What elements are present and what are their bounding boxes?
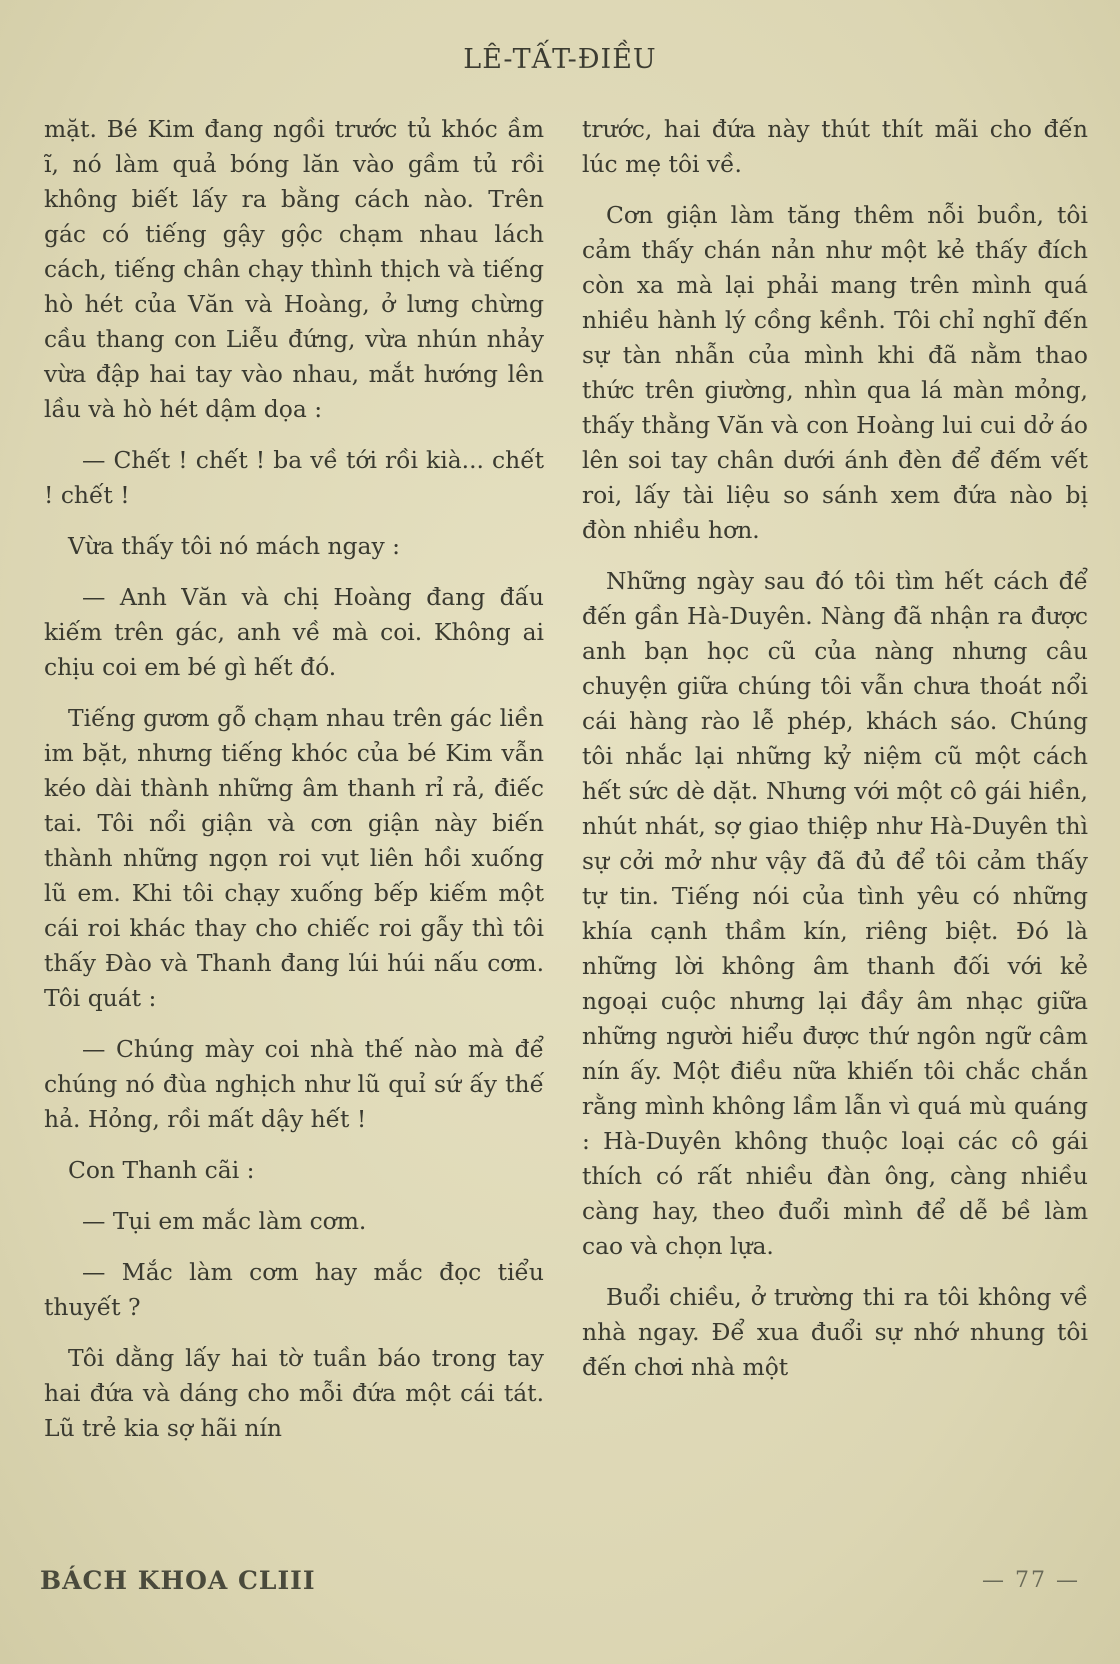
paragraph: Cơn giận làm tăng thêm nỗi buồn, tôi cảm thấy chán nản như một kẻ thấy đích còn xa mà lại phải mang trên mình quá nhiều hành lý cồng kềnh. Tôi chỉ nghĩ đến sự tàn nhẫn của mình khi đã nằm thao thức trên giường, nhìn qua lá màn mỏng, thấy thằng Văn và con Hoàng lui cui dở áo lên soi tay chân dưới ánh đèn để đếm vết roi, lấy tài liệu so sánh xem đứa nào bị đòn nhiều hơn. (582, 201, 1088, 544)
paragraph: Tiếng gươm gỗ chạm nhau trên gác liền im bặt, nhưng tiếng khóc của bé Kim vẫn kéo dài thành những âm thanh rỉ rả, điếc tai. Tôi nổi giận và cơn giận này biến thành những ngọn roi vụt liên hồi xuống lũ em. Khi tôi chạy xuống bếp kiếm một cái roi khác thay cho chiếc roi gẫy thì tôi thấy Đào và Thanh đang lúi húi nấu cơm. Tôi quát : (44, 704, 544, 1012)
paragraph: Tôi dằng lấy hai tờ tuần báo trong tay hai đứa và dáng cho mỗi đứa một cái tát. Lũ trẻ kia sợ hãi nín (44, 1344, 544, 1442)
dialogue-line: — Chúng mày coi nhà thế nào mà để chúng nó đùa nghịch như lũ quỉ sứ ấy thế hả. Hỏng, rồi mất dậy hết ! (44, 1035, 544, 1133)
dialogue-line: — Anh Văn và chị Hoàng đang đấu kiếm trên gác, anh về mà coi. Không ai chịu coi em bé gì hết đó. (44, 583, 544, 681)
page-number: — 77 — (982, 1568, 1080, 1593)
paragraph: trước, hai đứa này thút thít mãi cho đến lúc mẹ tôi về. (582, 115, 1088, 178)
dialogue-line: — Chết ! chết ! ba về tới rồi kià... chết ! chết ! (44, 446, 544, 509)
running-head: LÊ-TẤT-ĐIỀU (463, 44, 657, 75)
paragraph: Những ngày sau đó tôi tìm hết cách để đến gần Hà-Duyên. Nàng đã nhận ra được anh bạn học cũ của nàng nhưng câu chuyện giữa chúng tôi vẫn chưa thoát nổi cái hàng rào lễ phép, khách sáo. Chúng tôi nhắc lại những kỷ niệm cũ một cách hết sức dè dặt. Nhưng với một cô gái hiền, nhút nhát, sợ giao thiệp như Hà-Duyên thì sự cởi mở như vậy đã đủ để tôi cảm thấy tự tin. Tiếng nói của tình yêu có những khía cạnh thầm kín, riêng biệt. Đó là những lời không âm thanh đối với kẻ ngoại cuộc nhưng lại đầy âm nhạc giữa những người hiểu được thứ ngôn ngữ câm nín ấy. Một điều nữa khiến tôi chắc chắn rằng mình không lầm lẫn vì quá mù quáng : Hà-Duyên không thuộc loại các cô gái thích có rất nhiều đàn ông, càng nhiều càng hay, theo đuổi mình để dễ bề làm cao và chọn lựa. (582, 567, 1088, 1260)
paragraph: mặt. Bé Kim đang ngồi trước tủ khóc ầm ĩ, nó làm quả bóng lăn vào gầm tủ rồi không biết lấy ra bằng cách nào. Trên gác có tiếng gậy gộc chạm nhau lách cách, tiếng chân chạy thình thịch và tiếng hò hét của Văn và Hoàng, ở lưng chừng cầu thang con Liễu đứng, vừa nhún nhảy vừa đập hai tay vào nhau, mắt hướng lên lầu và hò hét dậm dọa : (44, 115, 544, 423)
magazine-name: BÁCH KHOA CLIII (40, 1566, 316, 1595)
paragraph: Buổi chiều, ở trường thi ra tôi không về nhà ngay. Để xua đuổi sự nhớ nhung tôi đến chơi nhà một (582, 1283, 1088, 1381)
left-column (44, 112, 544, 1462)
paragraph: Con Thanh cãi : (68, 1156, 255, 1184)
paragraph: Vừa thấy tôi nó mách ngay : (68, 532, 401, 560)
dialogue-line: — Tụi em mắc làm cơm. (82, 1207, 367, 1235)
right-column (582, 112, 1088, 1401)
dialogue-line: — Mắc làm cơm hay mắc đọc tiểu thuyết ? (44, 1258, 544, 1321)
